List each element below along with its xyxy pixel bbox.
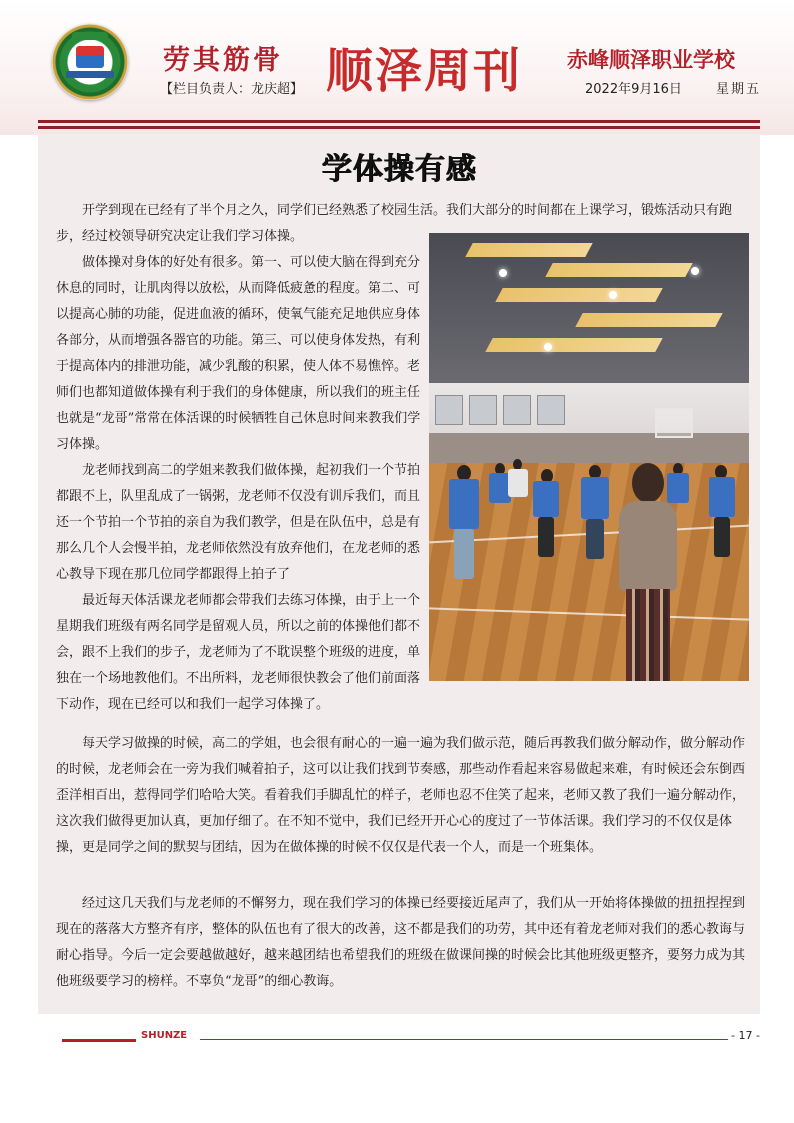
emblem-flag: [76, 46, 104, 68]
article-title: [38, 144, 760, 188]
footer-brand: SHUNZE: [141, 1030, 188, 1041]
student-legs: [586, 519, 604, 559]
article-title-text: 学体操有感: [321, 152, 477, 187]
wall-window: [435, 395, 463, 425]
basketball-hoop: [655, 408, 693, 438]
paragraph-2: 做体操对身体的好处有很多。第一、可以使大脑在得到充分休息的同时，让肌肉得以放松，从而降低疲惫的程度。第二、可以提高心肺的功能，促进血液的循环，使氧气能充足地供应身体各部分，从而增强各器官的功能。第三、可以使身体发热，有利于提高体内的排泄功能，减少乳酸的积累，使人体不易憔悴。老师们也都知道做体操有利于我们的身体健康，所以我们的班主任也就是“龙哥”常常在体活课的时候牺牲自己休息时间来教我们学习体操。: [56, 255, 421, 452]
ceiling-panel: [465, 243, 592, 257]
student: [667, 473, 689, 503]
footer-accent-bar: [62, 1039, 136, 1042]
school-emblem-icon: [52, 24, 128, 100]
ceiling-light: [499, 269, 507, 277]
ceiling-light: [544, 343, 552, 351]
article-panel: [38, 134, 760, 1014]
teacher-plaid-trousers: [626, 589, 670, 681]
student-legs: [538, 517, 554, 557]
page-header: [0, 0, 794, 135]
issue-date: 2022年9月16日: [585, 82, 682, 97]
wall-window: [469, 395, 497, 425]
page-number: - 17 -: [731, 1029, 760, 1042]
wall-window: [537, 395, 565, 425]
issue-weekday: 星期五: [716, 82, 762, 97]
wall-band: [429, 433, 749, 463]
paragraph-1: 开学到现在已经有了半个月之久，同学们已经熟悉了校园生活。我们大部分的时间都在上课学习，锻炼活动只有跑步，经过校领导研究决定让我们学习体操。: [56, 203, 733, 244]
teacher-head: [632, 463, 664, 503]
ceiling-panel: [485, 338, 662, 352]
paragraph-5: 每天学习做操的时候，高二的学姐，也会很有耐心的一遍一遍为我们做示范，随后再教我们做分解动作，做分解动作的时候，龙老师会在一旁为我们喊着拍子，这可以让我们找到节奏感，那些动作看起来容易做起来难，有时候还会东倒西歪洋相百出，惹得同学们哈哈大笑。看着我们手脚乱忙的样子，老师也忍不住笑了起来，老师又教了我们一遍分解动作，这次我们做得更加认真，更加仔细了。在不知不觉中，我们已经开开心心的度过了一节体活课。我们学习的不仅仅是体操，更是同学之间的默契与团结，因为在做体操的时候不仅仅是代表一个人，而是一个班集体。: [56, 736, 746, 855]
gym-exercise-photo: [429, 233, 749, 681]
student: [581, 477, 609, 519]
paragraph-3: 龙老师找到高二的学姐来教我们做体操，起初我们一个节拍都跟不上，队里乱成了一锅粥，龙老师不仅没有训斥我们，而且还一个节拍一个节拍的亲自为我们教学，但是在队伍中，总是有那么几个人会慢半拍，龙老师依然没有放弃他们，在龙老师的悉心教导下现在那几位同学都跟得上拍子了: [56, 463, 421, 582]
ceiling-panel: [575, 313, 722, 327]
teacher: [619, 501, 677, 591]
student: [533, 481, 559, 517]
student: [709, 477, 735, 517]
wall-window: [503, 395, 531, 425]
student: [449, 479, 479, 529]
column-title: 劳其筋骨: [163, 45, 283, 76]
student-legs: [454, 529, 474, 579]
student-legs: [714, 517, 730, 557]
student: [508, 469, 528, 497]
header-rule-top: [38, 120, 760, 123]
footer-rule: [200, 1039, 728, 1040]
magazine-title: 顺泽周刊: [326, 44, 522, 99]
ceiling-light: [691, 267, 699, 275]
column-editor: 【栏目负责人：龙庆超】: [160, 82, 304, 97]
ceiling-light: [609, 291, 617, 299]
paragraph-6: 经过这几天我们与龙老师的不懈努力，现在我们学习的体操已经要接近尾声了，我们从一开始将体操做的扭扭捏捏到现在的落落大方整齐有序，整体的队伍也有了很大的改善，这不都是我们的功劳，其中还有着龙老师对我们的悉心教诲与耐心指导。今后一定会要越做越好，越来越团结也希望我们的班级在做课间操的时候会比其他班级更整齐，要努力成为其他班级要学习的榜样。不辜负“龙哥”的细心教诲。: [56, 896, 746, 989]
ceiling-panel: [495, 288, 662, 302]
ceiling-panel: [545, 263, 692, 277]
paragraph-4: 最近每天体活课龙老师都会带我们去练习体操，由于上一个星期我们班级有两名同学是留观人员，所以之前的体操他们都不会，跟不上我们的步子，龙老师为了不耽误整个班级的进度，单独在一个场地教他们。不出所料，龙老师很快教会了他们前面落下动作，现在已经可以和我们一起学习体操了。: [56, 593, 421, 712]
emblem-arc: [72, 32, 108, 40]
header-rule-bottom: [38, 126, 760, 129]
school-name: 赤峰顺泽职业学校: [567, 48, 735, 72]
emblem-banner: [66, 71, 114, 78]
